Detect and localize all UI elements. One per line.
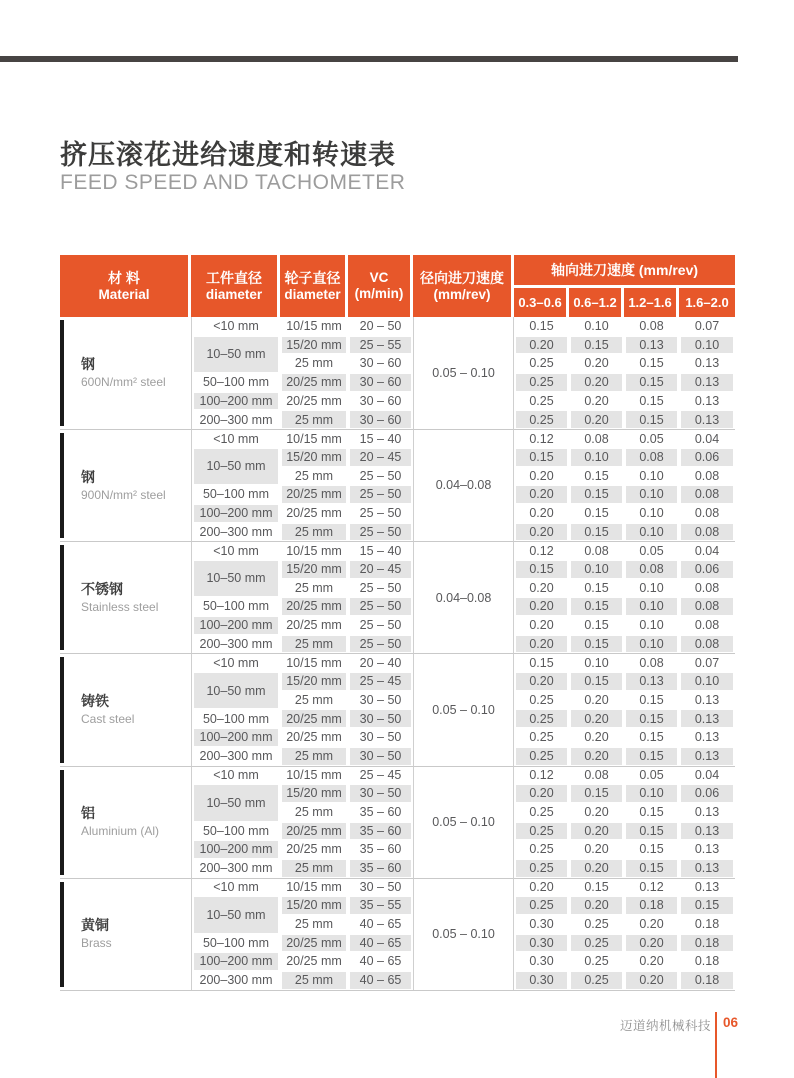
axial-value-cell: 0.08 <box>569 766 624 785</box>
wheel-diameter-cell: 15/20 mm <box>280 560 348 579</box>
axial-value-cell: 0.20 <box>624 934 679 953</box>
workpiece-diameter-cell: 100–200 mm <box>191 728 280 747</box>
axial-value-cell: 0.12 <box>514 766 569 785</box>
axial-value-cell: 0.10 <box>569 653 624 672</box>
axial-value-cell: 0.15 <box>569 336 624 355</box>
axial-value-cell: 0.20 <box>529 505 554 520</box>
wheel-diameter-cell: 10/15 mm <box>280 878 348 897</box>
wheel-diameter-cell: 20/25 mm <box>286 954 342 969</box>
vc-cell: 25 – 50 <box>348 597 413 616</box>
material-name-en: Stainless steel <box>81 599 159 614</box>
axial-value-cell: 0.13 <box>694 356 720 371</box>
vc-cell: 35 – 55 <box>348 896 413 915</box>
radial-feed-cell: 0.05 – 0.10 <box>413 317 514 429</box>
material-name-zh: 钢 <box>81 356 95 373</box>
workpiece-diameter-cell: 10–50 mm <box>191 672 280 709</box>
wheel-diameter-cell: 15/20 mm <box>280 336 348 355</box>
axial-value-cell: 0.04 <box>679 541 735 560</box>
feed-speed-table-wrap <box>60 255 735 991</box>
vc-cell: 20 – 50 <box>359 319 402 334</box>
col-header-vc-line2: (m/min) <box>354 286 404 301</box>
vc-cell: 15 – 40 <box>348 429 413 448</box>
axial-value-cell: 0.08 <box>639 319 664 334</box>
axial-value-cell: 0.20 <box>529 468 554 483</box>
axial-value-cell: 0.13 <box>694 393 720 408</box>
axial-value-cell: 0.15 <box>639 393 664 408</box>
vc-cell: 30 – 50 <box>359 730 402 745</box>
footer-divider-line <box>715 1012 717 1078</box>
wheel-diameter-cell: 25 mm <box>280 747 348 766</box>
vc-cell: 30 – 50 <box>348 878 413 897</box>
axial-value-cell: 0.12 <box>514 541 569 560</box>
wheel-diameter-cell: 20/25 mm <box>280 822 348 841</box>
wheel-diameter-cell: 20/25 mm <box>286 393 342 408</box>
workpiece-diameter-cell: 50–100 mm <box>191 373 280 392</box>
material-name-zh: 铝 <box>81 805 95 822</box>
axial-range-header: 1.2–1.6 <box>624 288 679 317</box>
material-name-en: Brass <box>81 936 112 951</box>
axial-value-cell: 0.04 <box>679 766 735 785</box>
axial-value-cell: 0.15 <box>624 859 679 878</box>
axial-value-cell: 0.08 <box>694 505 720 520</box>
axial-value-cell: 0.15 <box>529 319 554 334</box>
vc-cell: 30 – 50 <box>348 747 413 766</box>
vc-cell: 40 – 65 <box>359 954 402 969</box>
workpiece-diameter-cell: 100–200 mm <box>191 392 280 411</box>
axial-value-cell: 0.20 <box>514 485 569 504</box>
axial-value-cell: 0.13 <box>694 842 720 857</box>
axial-value-cell: 0.30 <box>514 934 569 953</box>
axial-value-cell: 0.13 <box>679 410 735 429</box>
axial-range-header: 1.6–2.0 <box>679 288 735 317</box>
axial-value-cell: 0.25 <box>514 410 569 429</box>
workpiece-diameter-cell: 10–50 mm <box>191 784 280 821</box>
material-cell <box>60 429 191 541</box>
axial-value-cell: 0.15 <box>639 356 664 371</box>
axial-value-cell: 0.25 <box>584 954 609 969</box>
axial-value-cell: 0.20 <box>639 917 664 932</box>
axial-value-cell: 0.18 <box>694 954 720 969</box>
wheel-diameter-cell: 20/25 mm <box>286 842 342 857</box>
workpiece-diameter-cell: 200–300 mm <box>191 859 280 878</box>
radial-feed-cell: 0.05 – 0.10 <box>413 766 514 878</box>
axial-value-cell: 0.20 <box>569 859 624 878</box>
vc-cell: 30 – 50 <box>348 709 413 728</box>
wheel-diameter-cell: 25 mm <box>294 356 334 371</box>
col-header-vc <box>348 255 413 317</box>
col-header-material-zh: 材 料 <box>108 269 140 286</box>
vc-cell: 35 – 60 <box>348 859 413 878</box>
wheel-diameter-cell: 25 mm <box>294 804 334 819</box>
wheel-diameter-cell: 20/25 mm <box>280 597 348 616</box>
wheel-diameter-cell: 25 mm <box>280 971 348 990</box>
axial-value-cell: 0.20 <box>584 730 609 745</box>
wheel-diameter-cell: 20/25 mm <box>280 709 348 728</box>
wheel-diameter-cell: 25 mm <box>280 523 348 542</box>
axial-value-cell: 0.20 <box>569 709 624 728</box>
vc-cell: 35 – 60 <box>348 822 413 841</box>
footer-company-name: 迈道纳机械科技 <box>619 1019 711 1033</box>
wheel-diameter-cell: 15/20 mm <box>280 672 348 691</box>
vc-cell: 25 – 50 <box>348 485 413 504</box>
workpiece-diameter-cell: 10–50 mm <box>191 448 280 485</box>
axial-value-cell: 0.15 <box>584 468 609 483</box>
wheel-diameter-cell: 20/25 mm <box>280 485 348 504</box>
wheel-diameter-cell: 10/15 mm <box>280 429 348 448</box>
axial-value-cell: 0.15 <box>584 505 609 520</box>
axial-value-cell: 0.05 <box>624 429 679 448</box>
axial-value-cell: 0.08 <box>694 618 720 633</box>
workpiece-diameter-cell: 200–300 mm <box>191 410 280 429</box>
top-divider-bar <box>0 56 738 62</box>
vc-cell: 30 – 50 <box>348 784 413 803</box>
workpiece-diameter-cell: <10 mm <box>191 541 280 560</box>
axial-value-cell: 0.25 <box>569 971 624 990</box>
axial-value-cell: 0.20 <box>514 784 569 803</box>
axial-value-cell: 0.10 <box>624 784 679 803</box>
col-header-workpiece-zh: 工件直径 <box>206 269 262 286</box>
wheel-diameter-cell: 10/15 mm <box>280 653 348 672</box>
vc-cell: 40 – 65 <box>359 917 402 932</box>
vc-cell: 25 – 55 <box>348 336 413 355</box>
axial-value-cell: 0.20 <box>584 356 609 371</box>
workpiece-diameter-cell: 200–300 mm <box>191 747 280 766</box>
vc-cell: 40 – 65 <box>348 971 413 990</box>
axial-value-cell: 0.20 <box>514 336 569 355</box>
axial-value-cell: 0.13 <box>679 859 735 878</box>
col-header-wheel-diameter <box>280 255 348 317</box>
feed-speed-table <box>60 255 735 990</box>
workpiece-diameter-cell: 10–50 mm <box>191 336 280 373</box>
axial-value-cell: 0.10 <box>569 560 624 579</box>
axial-range-header: 0.3–0.6 <box>514 288 569 317</box>
col-header-radial-feed <box>413 255 514 317</box>
wheel-diameter-cell: 25 mm <box>294 692 334 707</box>
col-header-workpiece-en: diameter <box>205 286 263 302</box>
axial-value-cell: 0.15 <box>569 485 624 504</box>
axial-value-cell: 0.25 <box>529 356 554 371</box>
col-header-material <box>60 255 191 317</box>
workpiece-diameter-cell: 10–50 mm <box>191 896 280 933</box>
axial-value-cell: 0.20 <box>514 878 569 897</box>
axial-value-cell: 0.25 <box>529 393 554 408</box>
axial-value-cell: 0.15 <box>624 822 679 841</box>
wheel-diameter-cell: 15/20 mm <box>280 448 348 467</box>
axial-value-cell: 0.15 <box>639 842 664 857</box>
axial-value-cell: 0.25 <box>529 842 554 857</box>
wheel-diameter-cell: 20/25 mm <box>286 730 342 745</box>
axial-value-cell: 0.10 <box>639 468 664 483</box>
axial-value-cell: 0.10 <box>624 635 679 654</box>
vc-cell: 30 – 60 <box>359 356 402 371</box>
axial-value-cell: 0.18 <box>679 971 735 990</box>
axial-value-cell: 0.20 <box>584 842 609 857</box>
workpiece-diameter-cell: 10–50 mm <box>191 560 280 597</box>
workpiece-diameter-cell: 50–100 mm <box>191 822 280 841</box>
axial-value-cell: 0.10 <box>679 672 735 691</box>
page-subtitle: FEED SPEED AND TACHOMETER <box>60 171 406 194</box>
axial-value-cell: 0.15 <box>569 635 624 654</box>
axial-value-cell: 0.25 <box>584 917 609 932</box>
wheel-diameter-cell: 20/25 mm <box>286 618 342 633</box>
vc-cell: 40 – 65 <box>348 934 413 953</box>
axial-value-cell: 0.20 <box>569 896 624 915</box>
axial-value-cell: 0.05 <box>624 541 679 560</box>
axial-value-cell: 0.15 <box>624 373 679 392</box>
axial-value-cell: 0.20 <box>529 618 554 633</box>
wheel-diameter-cell: 10/15 mm <box>286 319 342 334</box>
workpiece-diameter-cell: 100–200 mm <box>191 840 280 859</box>
vc-cell: 35 – 60 <box>359 804 402 819</box>
workpiece-diameter-cell: <10 mm <box>191 317 280 336</box>
axial-value-cell: 0.15 <box>624 410 679 429</box>
axial-value-cell: 0.10 <box>569 448 624 467</box>
axial-value-cell: 0.06 <box>679 784 735 803</box>
workpiece-diameter-cell: <10 mm <box>191 878 280 897</box>
axial-value-cell: 0.20 <box>584 393 609 408</box>
axial-value-cell: 0.07 <box>694 319 720 334</box>
vc-cell: 25 – 45 <box>348 672 413 691</box>
vc-cell: 30 – 60 <box>348 410 413 429</box>
axial-value-cell: 0.10 <box>639 618 664 633</box>
vc-cell: 25 – 50 <box>348 523 413 542</box>
axial-value-cell: 0.25 <box>514 747 569 766</box>
material-cell <box>60 653 191 765</box>
axial-value-cell: 0.07 <box>679 653 735 672</box>
axial-value-cell: 0.12 <box>514 429 569 448</box>
axial-value-cell: 0.08 <box>679 485 735 504</box>
vc-cell: 35 – 60 <box>359 842 402 857</box>
workpiece-diameter-cell: 200–300 mm <box>191 523 280 542</box>
axial-value-cell: 0.20 <box>569 373 624 392</box>
axial-value-cell: 0.15 <box>569 523 624 542</box>
col-header-radial-line2: (mm/rev) <box>433 286 491 302</box>
axial-value-cell: 0.10 <box>624 523 679 542</box>
axial-value-cell: 0.13 <box>694 692 720 707</box>
axial-value-cell: 0.30 <box>529 917 554 932</box>
wheel-diameter-cell: 25 mm <box>280 410 348 429</box>
axial-value-cell: 0.13 <box>624 672 679 691</box>
vc-cell: 25 – 45 <box>348 766 413 785</box>
axial-value-cell: 0.20 <box>514 635 569 654</box>
axial-value-cell: 0.13 <box>679 878 735 897</box>
axial-value-cell: 0.13 <box>679 373 735 392</box>
radial-feed-cell: 0.04–0.08 <box>413 541 514 653</box>
wheel-diameter-cell: 25 mm <box>280 859 348 878</box>
material-cell <box>60 317 191 429</box>
col-header-radial-line1: 径向进刀速度 <box>420 269 504 286</box>
axial-value-cell: 0.25 <box>529 692 554 707</box>
axial-value-cell: 0.06 <box>679 448 735 467</box>
axial-value-cell: 0.06 <box>679 560 735 579</box>
axial-value-cell: 0.13 <box>694 804 720 819</box>
col-header-axial-feed: 轴向进刀速度 (mm/rev) <box>514 255 735 288</box>
axial-value-cell: 0.10 <box>639 505 664 520</box>
axial-value-cell: 0.13 <box>624 336 679 355</box>
wheel-diameter-cell: 20/25 mm <box>280 934 348 953</box>
vc-cell: 25 – 50 <box>359 468 402 483</box>
workpiece-diameter-cell: <10 mm <box>191 766 280 785</box>
radial-feed-cell: 0.05 – 0.10 <box>413 878 514 990</box>
axial-value-cell: 0.18 <box>679 934 735 953</box>
workpiece-diameter-cell: 100–200 mm <box>191 616 280 635</box>
axial-value-cell: 0.13 <box>694 730 720 745</box>
axial-value-cell: 0.08 <box>624 448 679 467</box>
axial-value-cell: 0.25 <box>569 934 624 953</box>
axial-value-cell: 0.30 <box>514 971 569 990</box>
axial-value-cell: 0.15 <box>624 747 679 766</box>
wheel-diameter-cell: 15/20 mm <box>280 896 348 915</box>
vc-cell: 30 – 50 <box>359 692 402 707</box>
axial-value-cell: 0.20 <box>514 597 569 616</box>
col-header-material-en: Material <box>98 286 150 302</box>
axial-value-cell: 0.20 <box>624 971 679 990</box>
col-header-workpiece-diameter <box>191 255 280 317</box>
axial-value-cell: 0.15 <box>569 597 624 616</box>
axial-value-cell: 0.25 <box>514 859 569 878</box>
workpiece-diameter-cell: 50–100 mm <box>191 597 280 616</box>
axial-value-cell: 0.15 <box>514 448 569 467</box>
axial-value-cell: 0.20 <box>639 954 664 969</box>
material-name-zh: 不锈钢 <box>81 580 123 597</box>
axial-value-cell: 0.25 <box>514 822 569 841</box>
axial-value-cell: 0.12 <box>624 878 679 897</box>
col-header-vc-line1: VC <box>369 270 389 285</box>
wheel-diameter-cell: 10/15 mm <box>280 541 348 560</box>
axial-value-cell: 0.18 <box>624 896 679 915</box>
axial-value-cell: 0.15 <box>569 672 624 691</box>
material-cell <box>60 541 191 653</box>
axial-value-cell: 0.20 <box>584 692 609 707</box>
wheel-diameter-cell: 25 mm <box>294 468 334 483</box>
wheel-diameter-cell: 25 mm <box>294 917 334 932</box>
axial-value-cell: 0.08 <box>624 560 679 579</box>
vc-cell: 20 – 40 <box>348 653 413 672</box>
axial-value-cell: 0.20 <box>569 822 624 841</box>
material-name-en: 900N/mm² steel <box>81 487 166 502</box>
workpiece-diameter-cell: 200–300 mm <box>191 635 280 654</box>
axial-value-cell: 0.08 <box>624 653 679 672</box>
material-name-en: Cast steel <box>81 711 135 726</box>
table-body <box>60 317 735 990</box>
axial-value-cell: 0.20 <box>514 523 569 542</box>
axial-value-cell: 0.10 <box>584 319 609 334</box>
axial-value-cell: 0.10 <box>624 597 679 616</box>
axial-value-cell: 0.25 <box>529 730 554 745</box>
axial-value-cell: 0.15 <box>514 653 569 672</box>
footer-page-number: 06 <box>723 1015 739 1030</box>
wheel-diameter-cell: 25 mm <box>294 580 334 595</box>
axial-value-cell: 0.10 <box>639 580 664 595</box>
workpiece-diameter-cell: 50–100 mm <box>191 485 280 504</box>
vc-cell: 20 – 45 <box>348 560 413 579</box>
axial-value-cell: 0.15 <box>639 804 664 819</box>
vc-cell: 25 – 50 <box>359 505 402 520</box>
wheel-diameter-cell: 15/20 mm <box>280 784 348 803</box>
workpiece-diameter-cell: 50–100 mm <box>191 709 280 728</box>
material-cell <box>60 766 191 878</box>
axial-value-cell: 0.15 <box>584 618 609 633</box>
material-name-zh: 铸铁 <box>81 692 109 709</box>
workpiece-diameter-cell: 100–200 mm <box>191 504 280 523</box>
page-title: 挤压滚花进给速度和转速表 <box>60 140 396 170</box>
vc-cell: 15 – 40 <box>348 541 413 560</box>
axial-value-cell: 0.15 <box>624 709 679 728</box>
axial-value-cell: 0.15 <box>569 878 624 897</box>
axial-value-cell: 0.15 <box>679 896 735 915</box>
wheel-diameter-cell: 25 mm <box>280 635 348 654</box>
axial-value-cell: 0.15 <box>514 560 569 579</box>
radial-feed-cell: 0.04–0.08 <box>413 429 514 541</box>
workpiece-diameter-cell: 50–100 mm <box>191 934 280 953</box>
axial-value-cell: 0.04 <box>679 429 735 448</box>
wheel-diameter-cell: 20/25 mm <box>280 373 348 392</box>
workpiece-diameter-cell: 100–200 mm <box>191 952 280 971</box>
axial-value-cell: 0.25 <box>529 804 554 819</box>
radial-feed-cell: 0.05 – 0.10 <box>413 653 514 765</box>
axial-value-cell: 0.20 <box>569 747 624 766</box>
axial-value-cell: 0.25 <box>514 373 569 392</box>
axial-value-cell: 0.25 <box>514 709 569 728</box>
axial-value-cell: 0.20 <box>529 580 554 595</box>
vc-cell: 20 – 45 <box>348 448 413 467</box>
vc-cell: 30 – 60 <box>348 373 413 392</box>
vc-cell: 25 – 50 <box>348 635 413 654</box>
workpiece-diameter-cell: 200–300 mm <box>191 971 280 990</box>
axial-value-cell: 0.08 <box>679 597 735 616</box>
axial-value-cell: 0.08 <box>679 523 735 542</box>
axial-value-cell: 0.08 <box>569 429 624 448</box>
axial-value-cell: 0.13 <box>679 822 735 841</box>
axial-value-cell: 0.13 <box>679 709 735 728</box>
workpiece-diameter-cell: <10 mm <box>191 429 280 448</box>
axial-value-cell: 0.20 <box>569 410 624 429</box>
axial-value-cell: 0.10 <box>679 336 735 355</box>
axial-value-cell: 0.08 <box>569 541 624 560</box>
axial-value-cell: 0.15 <box>584 580 609 595</box>
axial-value-cell: 0.05 <box>624 766 679 785</box>
material-name-zh: 黄铜 <box>81 917 109 934</box>
workpiece-diameter-cell: <10 mm <box>191 653 280 672</box>
axial-value-cell: 0.25 <box>514 896 569 915</box>
axial-value-cell: 0.10 <box>624 485 679 504</box>
material-cell <box>60 878 191 990</box>
axial-value-cell: 0.15 <box>639 692 664 707</box>
axial-value-cell: 0.18 <box>694 917 720 932</box>
axial-value-cell: 0.20 <box>514 672 569 691</box>
axial-value-cell: 0.08 <box>679 635 735 654</box>
vc-cell: 30 – 60 <box>359 393 402 408</box>
wheel-diameter-cell: 20/25 mm <box>286 505 342 520</box>
wheel-diameter-cell: 10/15 mm <box>280 766 348 785</box>
material-name-en: 600N/mm² steel <box>81 375 166 390</box>
axial-value-cell: 0.13 <box>679 747 735 766</box>
vc-cell: 25 – 50 <box>359 618 402 633</box>
axial-range-header: 0.6–1.2 <box>569 288 624 317</box>
col-header-wheel-en: diameter <box>284 286 341 302</box>
axial-value-cell: 0.30 <box>529 954 554 969</box>
axial-value-cell: 0.15 <box>639 730 664 745</box>
material-name-en: Aluminium (Al) <box>81 824 160 839</box>
material-name-zh: 钢 <box>81 468 95 485</box>
vc-cell: 25 – 50 <box>359 580 402 595</box>
col-header-wheel-zh: 轮子直径 <box>284 269 341 286</box>
axial-value-cell: 0.15 <box>569 784 624 803</box>
axial-value-cell: 0.20 <box>584 804 609 819</box>
axial-value-cell: 0.08 <box>694 468 720 483</box>
axial-value-cell: 0.08 <box>694 580 720 595</box>
